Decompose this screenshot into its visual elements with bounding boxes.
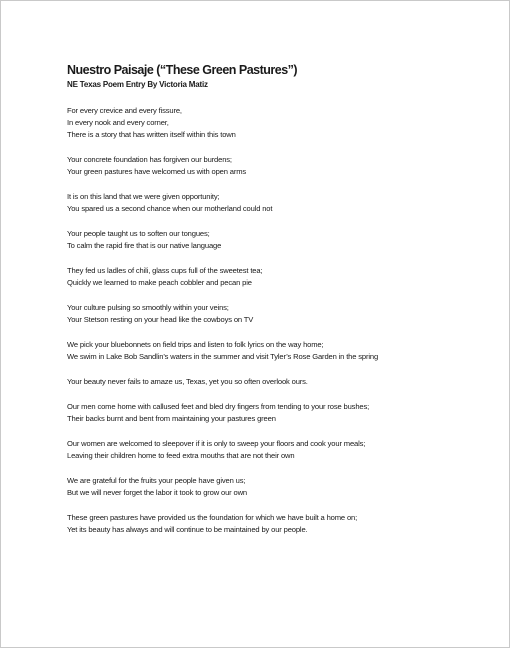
stanza bbox=[67, 191, 487, 215]
poem-line: There is a story that has written itself within this town bbox=[67, 130, 236, 139]
poem-line: Our men come home with callused feet and bled dry fingers from tending to your rose bushes; bbox=[67, 402, 370, 411]
poem-line: Your beauty never fails to amaze us, Texas, yet you so often overlook ours. bbox=[67, 377, 308, 386]
poem-line: Leaving their children home to feed extra mouths that are not their own bbox=[67, 451, 295, 460]
poem-line: Yet its beauty has always and will continue to be maintained by our people. bbox=[67, 525, 308, 534]
poem-line: We are grateful for the fruits your people have given us; bbox=[67, 476, 246, 485]
stanza bbox=[67, 339, 487, 363]
stanza bbox=[67, 376, 487, 388]
stanza bbox=[67, 475, 487, 499]
poem-line: Our women are welcomed to sleepover if it is only to sweep your floors and cook your meals; bbox=[67, 439, 366, 448]
stanza bbox=[67, 105, 487, 141]
poem-content bbox=[67, 62, 487, 549]
poem-line: Your green pastures have welcomed us with open arms bbox=[67, 167, 247, 176]
poem-line: We pick your bluebonnets on field trips and listen to folk lyrics on the way home; bbox=[67, 340, 324, 349]
poem-line: To calm the rapid fire that is our native language bbox=[67, 241, 222, 250]
poem-title: Nuestro Paisaje (“These Green Pastures”) bbox=[67, 63, 298, 77]
stanza bbox=[67, 438, 487, 462]
poem-line: Your people taught us to soften our tongues; bbox=[67, 229, 210, 238]
poem-line: In every nook and every corner, bbox=[67, 118, 169, 127]
poem-line: They fed us ladles of chili, glass cups full of the sweetest tea; bbox=[67, 266, 263, 275]
poem-byline: NE Texas Poem Entry By Victoria Matiz bbox=[67, 80, 208, 89]
poem-line: Their backs burnt and bent from maintaining your pastures green bbox=[67, 414, 276, 423]
stanza bbox=[67, 265, 487, 289]
poem-line: Your Stetson resting on your head like the cowboys on TV bbox=[67, 315, 254, 324]
stanza bbox=[67, 154, 487, 178]
stanza bbox=[67, 228, 487, 252]
poem-line: Quickly we learned to make peach cobbler and pecan pie bbox=[67, 278, 252, 287]
poem-line: For every crevice and every fissure, bbox=[67, 106, 182, 115]
poem-line: These green pastures have provided us the foundation for which we have built a home on; bbox=[67, 513, 358, 522]
stanza bbox=[67, 302, 487, 326]
stanza bbox=[67, 401, 487, 425]
poem-line: Your culture pulsing so smoothly within your veins; bbox=[67, 303, 229, 312]
poem-line: It is on this land that we were given opportunity; bbox=[67, 192, 220, 201]
poem-line: But we will never forget the labor it took to grow our own bbox=[67, 488, 247, 497]
poem-line: We swim in Lake Bob Sandlin’s waters in the summer and visit Tyler’s Rose Garden in the spring bbox=[67, 352, 379, 361]
poem-line: You spared us a second chance when our motherland could not bbox=[67, 204, 273, 213]
poem-body bbox=[67, 105, 487, 536]
poem-line: Your concrete foundation has forgiven our burdens; bbox=[67, 155, 232, 164]
stanza bbox=[67, 512, 487, 536]
